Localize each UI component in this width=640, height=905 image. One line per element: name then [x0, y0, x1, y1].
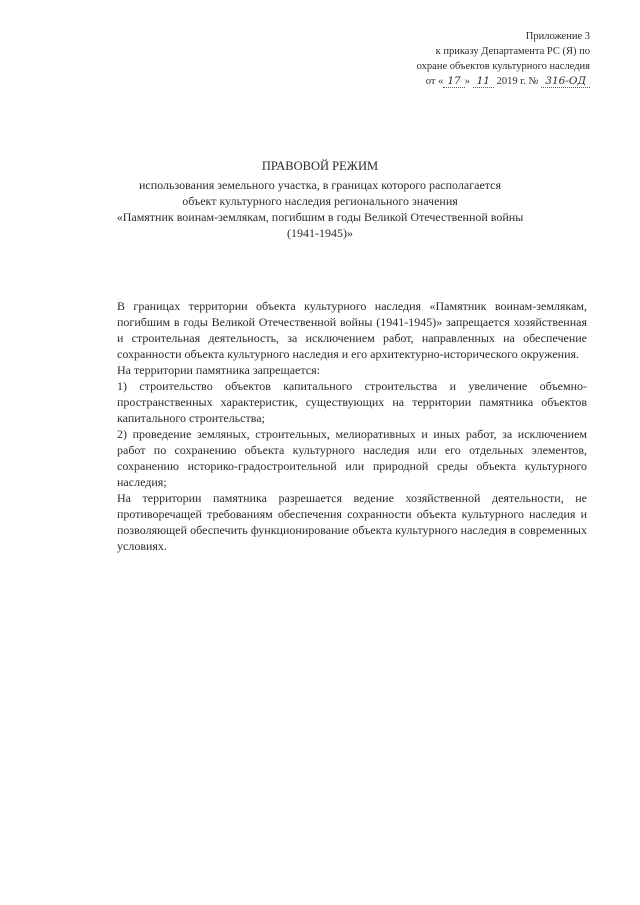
appendix-department-line: охране объектов культурного наследия	[416, 61, 590, 72]
appendix-title: Приложение 3	[525, 31, 590, 42]
appendix-header	[380, 29, 590, 89]
title-line-2: объект культурного наследия регионального значения	[182, 194, 458, 208]
appendix-order-line: к приказу Департамента РС (Я) по	[435, 46, 590, 57]
title-line-4: (1941-1945)»	[287, 226, 353, 240]
document-heading: ПРАВОВОЙ РЕЖИМ	[261, 159, 379, 173]
appendix-date-line	[380, 74, 590, 89]
date-month: 11	[473, 75, 494, 88]
title-line-3: «Памятник воинам-землякам, погибшим в годы Великой Отечественной войны	[116, 210, 524, 224]
paragraph-prohibited-item-2: 2) проведение земляных, строительных, мелиоративных и иных работ, за исключением работ по сохранению объекта культурного наследия или его отдельных элементов, сохранению историко-градостроительной или природной среды объекта культурного наследия;	[117, 427, 587, 489]
date-year: 2019 г. №	[496, 76, 539, 87]
paragraph-permitted: На территории памятника разрешается ведение хозяйственной деятельности, не противоречащей требованиям обеспечения сохранности объекта культурного наследия и позволяющей обеспечить функционирование объекта культурного наследия в современных условиях.	[117, 491, 587, 553]
date-prefix: от «	[425, 76, 444, 87]
order-number: 316-ОД	[541, 75, 590, 88]
paragraph-prohibition-general: В границах территории объекта культурного наследия «Памятник воинам-землякам, погибшим в годы Великой Отечественной войны (1941-1945)» запрещается хозяйственная и строительная деятельность, за исключением работ, направленных на обеспечение сохранности объекта культурного наследия и его архитектурно-исторического окружения.	[117, 299, 587, 361]
date-separator: »	[464, 76, 470, 87]
title-line-1: использования земельного участка, в границах которого располагается	[138, 178, 502, 192]
date-day: 17	[443, 75, 464, 88]
paragraph-prohibited-intro: На территории памятника запрещается:	[117, 363, 320, 377]
document-body	[117, 298, 587, 554]
paragraph-prohibited-item-1: 1) строительство объектов капитального строительства и увеличение объемно-пространственных характеристик, существующих на территории памятника объектов капитального строительства;	[117, 379, 587, 425]
title-block	[60, 158, 580, 241]
